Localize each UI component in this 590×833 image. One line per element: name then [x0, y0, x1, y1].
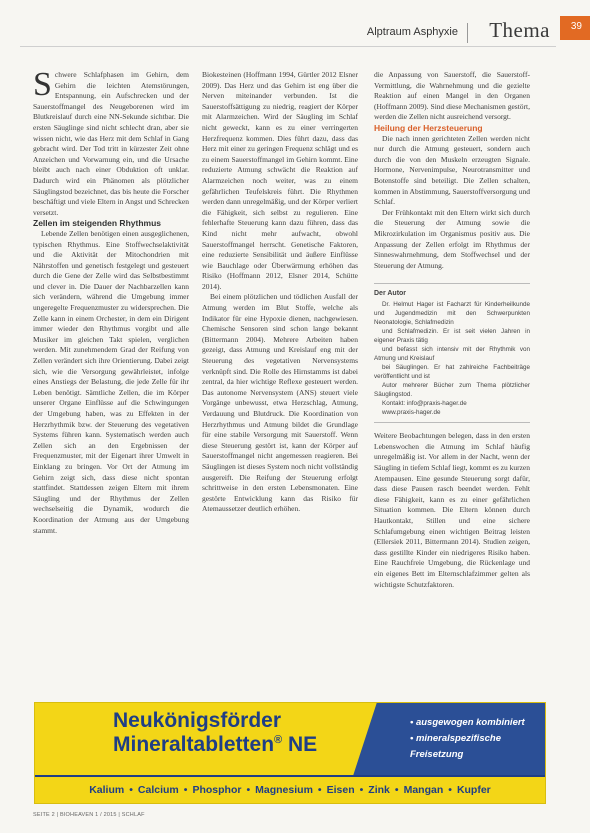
mineral-item: Zink — [368, 784, 390, 796]
ad-bullet: • mineralspezifische Freisetzung — [410, 731, 545, 763]
ad-title-line-1: Neukönigsförder — [113, 709, 282, 732]
registered-mark: ® — [274, 734, 283, 746]
intro-paragraph — [33, 70, 189, 218]
bullet-dot-icon: • — [448, 784, 452, 796]
header-rule — [20, 46, 556, 47]
bullet-dot-icon: • — [317, 784, 322, 796]
author-line: und befasst sich intensiv mit der Rhythmik von Atmung und Kreislauf — [374, 346, 530, 363]
author-box-title: Der Autor — [374, 290, 407, 298]
mineral-item: Kupfer — [456, 784, 491, 796]
bullet-dot-icon: • — [359, 784, 364, 796]
author-line: und Schlafmedizin. Er ist seit vielen Jahren in eigener Praxis tätig — [374, 328, 530, 345]
author-website-link[interactable]: www.praxis-hager.de — [382, 409, 441, 417]
advertisement[interactable] — [34, 702, 546, 804]
section-title: Thema — [489, 18, 550, 42]
intro-text: chwere Schlafphasen im Gehirn, dem Gehirn die leichten Atemstörungen, Entspannung, ein Aufschrecken und der Sauerstoffmangel des Neugeborenen wird im Blutkreislauf durch eine NN-Sekunde sichtbar. Die ersten Säuglinge sind nicht schlecht dran, aber sie wissen nicht, wie das Herz mit dem Schlaf in Gang gebracht wird. Der Tod tritt in kürzester Zeit ohne Anzeichen und Vorwarnung ein, und die Ursache bleibt auch nach einer Obduktion oft unklar. Dadurch wird ein Phänomen als plötzlicher Säuglingstod bezeichnet, das bis heute die Forscher beschäftigt und viele Eltern in Angst und Schrecken versetzt. — [33, 70, 189, 217]
header-kicker: Alptraum Asphyxie — [366, 26, 458, 38]
header-separator — [467, 23, 468, 43]
author-box-rule — [374, 422, 530, 423]
body-paragraph: die Anpassung von Sauerstoff, die Sauerstoff-Vermittlung, die Wahrnehmung und die gezielte Reaktion auf einen Mangel in den Organen (Hoffmann 2009). Sind diese Mechanismen gestört, werden die Zellen nicht ausreichend versorgt. — [374, 70, 530, 122]
bullet-dot-icon: • — [246, 784, 251, 796]
body-paragraph: Biokesteinen (Hoffmann 1994, Gürtler 2012 Elsner 2009). Das Herz und das Gehirn ist eng über die Nerven miteinander verbunden. Ist die Sauerstoffsättigung zu niedrig, reagiert der Körper mit Alarmzeichen. Wird der Säugling im Schlaf nicht geweckt, kann es zu einer verringerten Herzfrequenz kommen. Dies führt dazu, dass das Herz mit einer zu geringen Frequenz schlägt und es zu einem Sauerstoffmangel im Gehirn kommt. Eine reduzierte Atmung schwächt die Reaktion auf Alarmzeichen noch weiter, was zu einem gefährlichen Teufelskreis führt. Die Rhythmen werden dann unregelmäßig, und der Körper verliert die Fähigkeit, sich selbst zu regulieren. Eine fehlerhafte Steuerung kann dazu führen, dass das Kind nicht mehr aufwacht, obwohl Sauerstoffmangel herrscht. Genetische Faktoren, eine reduzierte Sensibilität und äußere Einflüsse wie Bauchlage oder Überwärmung erhöhen das Risiko (Hoffmann 2012, Elsner 2014, Schütte 2014). — [202, 70, 358, 291]
subhead-rhythmus: Zellen im steigenden Rhythmus — [33, 218, 161, 229]
body-paragraph: Lebende Zellen benötigen einen ausgeglichenen, typischen Rhythmus. Eine Stoffwechselaktivität und die Aktivität der Mitochondrien mit Nährstoffen und genetisch festgelegt und gesteuert durch die Gene der Zelle wird das Selbstbestimmt und clever in. Die Dauer der Nachbarzellen kann sich verändern, während die Umgebung immer ungeregelte Frequenzmuster zu widersprechen. Die Zelle kann in einem Orchester, in dem ein Dirigent immer wieder den Rhythmus vorgibt und alle Musiker im gleichen Takt spielen, verglichen werden. Mit zunehmendem Grad der Reifung von Zellen verändert sich ihre Orientierung. Dabei zeigt sich, wie die Versorgung gewährleistet, infolge eines Anstiegs der Belastung, die jede Zelle für ihr Leben benötigt. Sämtliche Zellen, die im Körper unserer Organe Einflüsse auf die Schwingungen der Umgebung haben, was zu Effekten in der Herzrhythmik bzw. der Steuerung des vegetativen Systems führen kann. Systematisch werden auch Zellen sich an den Ergebnissen der Frequenzmuster, mit der Eigenart ihrer Umwelt in Einklang zu bringen. Vor Ort der Atmung im Gehirn zeigt sich, dass diese nicht spontan stattfindet. Stattdessen zeigen Eltern mit ihrem Säugling und der Rhythmus der Zellen wechselseitig die Dynamik, wodurch die Koordination der Atmung aus der Umgebung stammt. — [33, 228, 189, 535]
ad-title-line-2 — [113, 733, 317, 757]
bullet-dot-icon: • — [129, 784, 133, 796]
mineral-item: Magnesium — [255, 784, 313, 796]
column-3 — [374, 70, 530, 704]
body-paragraph: Die nach innen gerichteten Zellen werden nicht nur durch die Atmung gesteuert, sondern auch durch die von den Muskeln erzeugten Signale. Hormone, Nervenimpulse, Neurotransmitter und Botenstoffe sind beteiligt. Die Zellen schalten, kommen in Abstimmung, Sauerstoffversorgung und Schlaf. — [374, 133, 530, 207]
bullet-dot-icon: • — [394, 784, 399, 796]
column-2 — [202, 70, 358, 704]
column-1 — [33, 70, 189, 704]
ad-bullet: • ausgewogen kombiniert — [410, 715, 545, 731]
mineral-item: Calcium — [137, 784, 179, 796]
ad-title-word: Mineraltabletten — [113, 733, 275, 756]
author-email-link[interactable]: Kontakt: info@praxis-hager.de — [382, 400, 467, 408]
mineral-item: Phosphor — [192, 784, 242, 796]
body-paragraph: Bei einem plötzlichen und tödlichen Ausfall der Atmung werden im Blut Stoffe, welche als Indikator für eine Hypoxie dienen, nachgewiesen. Chemische Sensoren sind schon lange bekannt (Bittermann 2004). Mehrere Arbeiten haben gezeigt, dass Atmung und Kreislauf eng mit der Steuerung des vegetativen Nervensystems verknüpft sind. Die Rolle des Hirnstamms ist dabei zentral, da hier wichtige Reflexe gesteuert werden. Das autonome Nervensystem (ANS) steuert viele Vorgänge unbewusst, etwa Herzschlag, Atmung, Verdauung und Blutdruck. Die Koordination von Herzrhythmus und Atmung bildet die Grundlage für eine stabile Versorgung mit Sauerstoff. Wenn diese Steuerung gestört ist, kann der Körper auf Sauerstoffmangel nicht angemessen reagieren. Bei Säuglingen ist dieses System noch nicht vollständig ausgereift. Die Reifung der Steuerung erfolgt schrittweise in den ersten Lebensmonaten. Eine gestörte Entwicklung kann das Risiko für Atemaussetzer deutlich erhöhen. — [202, 292, 358, 514]
page-number: 39 — [570, 21, 582, 32]
ad-minerals-bar — [35, 775, 545, 803]
mineral-item: Kalium — [89, 784, 125, 796]
mineral-item: Mangan — [403, 784, 444, 796]
body-paragraph: Weitere Beobachtungen belegen, dass in den ersten Lebenswochen die Atmung im Schlaf häufig unregelmäßig ist. Vor allem in der Nacht, wenn der Säugling in tiefem Schlaf liegt, kommt es zu kurzen Atempausen. Eine gesunde Steuerung sorgt dafür, dass diese Pausen rasch beendet werden. Fehlt diese Fähigkeit, kann es zu einer gefährlichen Situation kommen. Die Eltern können durch Hautkontakt, Stillen und eine sichere Schlafumgebung einen wichtigen Beitrag leisten (Ellersiek 2011, Bittermann 2014). Studien zeigen, dass gestillte Kinder ein niedrigeres Risiko haben. Eine Rauchfreie Umgebung, die Rückenlage und ein eigenes Bett im Elternschlafzimmer gelten als wichtigste Schutzfaktoren. — [374, 431, 530, 589]
page-header — [20, 14, 590, 44]
ad-title-suffix: NE — [282, 733, 318, 756]
mineral-item: Eisen — [326, 784, 355, 796]
author-line: Autor mehrerer Bücher zum Thema plötzlicher Säuglingstod. — [374, 382, 530, 399]
author-line: bei Säuglingen. Er hat zahlreiche Fachbeiträge veröffentlicht und ist — [374, 364, 530, 381]
ad-bullets — [410, 715, 545, 763]
subhead-herzsteuerung: Heilung der Herzsteuerung — [374, 122, 483, 133]
page-footer: SEITE 2 | BIOHEAVEN 1 / 2015 | SCHLAF — [33, 812, 145, 818]
author-box — [374, 283, 530, 423]
body-paragraph: Der Frühkontakt mit den Eltern wirkt sich durch die Steuerung der Atmung sowie die Mikrozirkulation im Organismus positiv aus. Die Anpassung der Zellen erfolgt im Rhythmus der Sinneswahrnehmung, dem Stoffwechsel und der Steuerung der Atmung. — [374, 207, 530, 270]
drop-cap: S — [33, 70, 52, 103]
bullet-dot-icon: • — [183, 784, 188, 796]
author-line: Dr. Helmut Hager ist Facharzt für Kinderheilkunde und Jugendmedizin mit den Schwerpunkten Neonatologie, Schlafmedizin — [374, 301, 530, 327]
